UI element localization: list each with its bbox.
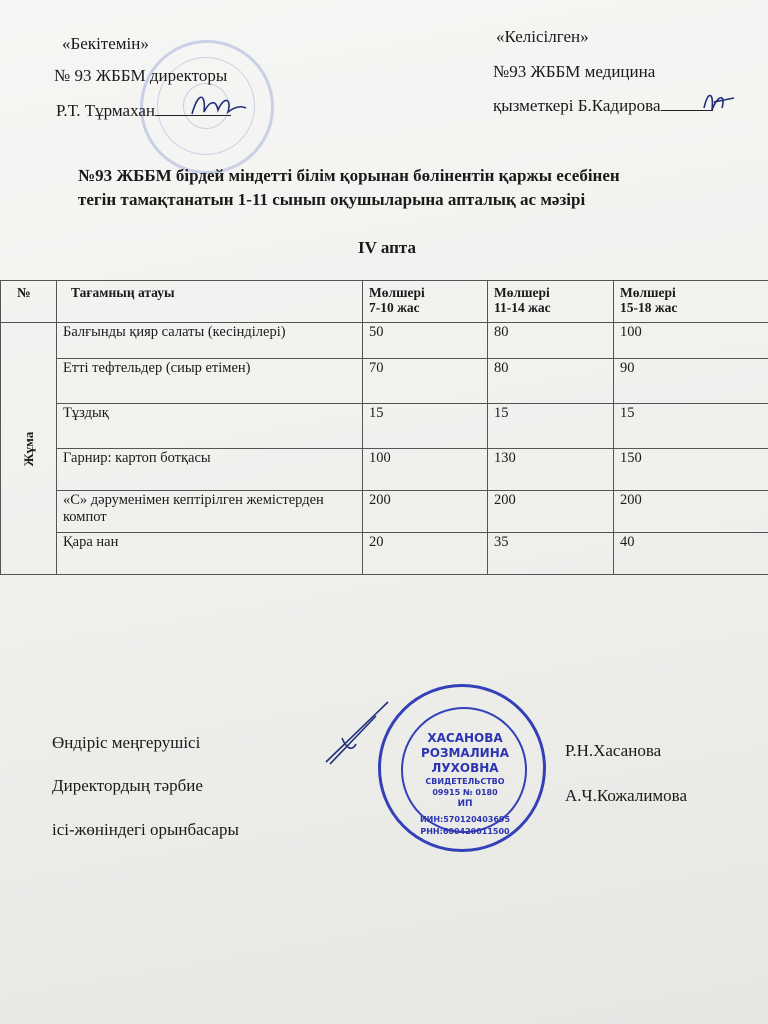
entrepreneur-stamp: [378, 684, 546, 852]
role-production-head: Өндіріс меңгерушісі: [52, 733, 201, 752]
table-row: [1, 323, 768, 359]
role-deputy-line1: Директордың тәрбие: [52, 776, 203, 795]
table-row: [1, 449, 768, 491]
header-portion-label: Мөлшері: [494, 285, 550, 300]
title-line-2: тегін тамақтанатын 1-11 сынып оқушыларына апталық ас мәзірі: [78, 190, 586, 209]
stamp-line: 09915 № 0180: [432, 788, 498, 797]
header-age-7-10: [363, 281, 488, 323]
portion-15-18: 15: [614, 404, 768, 449]
portion-15-18: 150: [614, 449, 768, 491]
portion-7-10: 50: [363, 323, 488, 359]
header-age-range: 7-10 жас: [369, 300, 420, 315]
header-portion-label: Мөлшері: [620, 285, 676, 300]
day-cell: [1, 323, 57, 575]
portion-7-10: 15: [363, 404, 488, 449]
approval-label: «Бекітемін»: [62, 34, 149, 53]
stamp-line: ЛУХОВНА: [431, 761, 499, 775]
table-row: [1, 491, 768, 533]
header-age-range: 11-14 жас: [494, 300, 551, 315]
portion-15-18: 40: [614, 533, 768, 575]
header-age-range: 15-18 жас: [620, 300, 678, 315]
portion-15-18: 100: [614, 323, 768, 359]
portion-11-14: 15: [488, 404, 614, 449]
signer-name-2: А.Ч.Кожалимова: [565, 786, 688, 805]
table-row: [1, 533, 768, 575]
portion-7-10: 100: [363, 449, 488, 491]
dish-name: Тұздық: [57, 404, 363, 449]
dish-name: Балғынды қияр салаты (кесінділері): [57, 323, 363, 359]
portion-15-18: 200: [614, 491, 768, 533]
table-row: [1, 404, 768, 449]
signer-name-1: Р.Н.Хасанова: [565, 741, 662, 760]
dish-name: Қара нан: [57, 533, 363, 575]
stamp-line: РНН:600420011500: [420, 827, 510, 836]
table-row: [1, 359, 768, 404]
day-label: Жұма: [20, 431, 36, 466]
dish-name: Етті тефтельдер (сиыр етімен): [57, 359, 363, 404]
agreement-position: №93 ЖББМ медицина: [493, 62, 656, 81]
header-portion-label: Мөлшері: [369, 285, 425, 300]
portion-11-14: 80: [488, 359, 614, 404]
portion-7-10: 200: [363, 491, 488, 533]
stamp-line: СВИДЕТЕЛЬСТВО: [425, 777, 505, 786]
stamp-line: ИИН:570120403695: [419, 815, 511, 824]
week-label: IV апта: [358, 238, 416, 257]
header-age-15-18: [614, 281, 768, 323]
portion-11-14: 35: [488, 533, 614, 575]
stamp-line: ИП: [457, 799, 473, 809]
agreement-signer-text: қызметкері Б.Кадирова: [493, 96, 661, 115]
document-title: [78, 164, 738, 212]
portion-15-18: 90: [614, 359, 768, 404]
agreement-label: «Келісілген»: [496, 27, 589, 46]
agreement-signer: [493, 96, 713, 114]
menu-table: [0, 280, 768, 575]
table-header-row: [1, 281, 768, 323]
title-line-1: №93 ЖББМ бірдей міндетті білім қорынан бөлінентін қаржы есебінен: [78, 166, 620, 185]
portion-11-14: 80: [488, 323, 614, 359]
director-signature: [188, 88, 248, 120]
portion-7-10: 70: [363, 359, 488, 404]
dish-name: Гарнир: картоп ботқасы: [57, 449, 363, 491]
header-number: №: [1, 281, 57, 323]
header-age-11-14: [488, 281, 614, 323]
stamp-line: РОЗМАЛИНА: [420, 746, 510, 760]
dish-name: «С» дәруменімен кептірілген жемістерден компот: [57, 491, 363, 533]
stamp-line: ХАСАНОВА: [427, 731, 503, 745]
approval-signer-name: Р.Т. Тұрмахан: [56, 101, 155, 120]
portion-11-14: 200: [488, 491, 614, 533]
approval-position: № 93 ЖББМ директоры: [54, 66, 228, 85]
medic-signature: [700, 88, 738, 116]
role-deputy-line2: ісі-жөніндегі орынбасары: [52, 820, 239, 839]
header-dish-name: Тағамның атауы: [57, 281, 363, 323]
portion-11-14: 130: [488, 449, 614, 491]
portion-7-10: 20: [363, 533, 488, 575]
